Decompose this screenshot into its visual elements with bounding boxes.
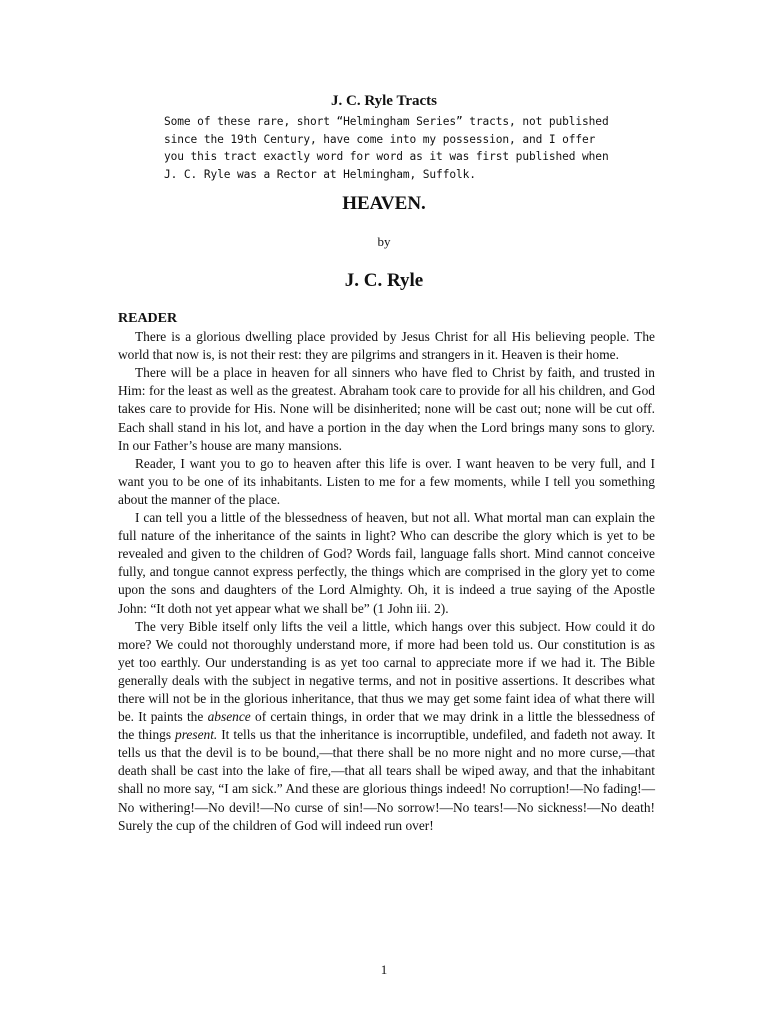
page-number: 1 [380,962,388,977]
paragraph-3: Reader, I want you to go to heaven after this life is over. I want heaven to be very full, and I want you to be one of its inhabitants. Listen to me for a few moments, while I tell you something about the manner of the place. [118,455,655,507]
paragraph-1: There is a glorious dwelling place provided by Jesus Christ for all His believing people. The world that now is, is not their rest: they are pilgrims and strangers in it. Heaven is their home. [118,329,655,363]
tract-body [118,310,655,835]
section-heading: READER [118,311,178,326]
series-title: J. C. Ryle Tracts [331,93,437,109]
paragraph-5-part-1: The very Bible itself only lifts the veil a little, which hangs over this subject. How could it do more? We could not thoroughly understand more, if more had been told us. Our constitution is as yet too earthly. Our understanding is as yet too carnal to appreciate more if we had it. The Bible generally deals with the subject in negative terms, and not in positive assertions. It describes what there will not be in the glorious inheritance, that thus we may get some faint idea of what there will be. It paints the [118,618,655,725]
paragraph-5-part-3: It tells us that the inheritance is incorruptible, undefiled, and fadeth not away. It tells us that the devil is to be bound,—that there shall be no more night and no more curse,—that death shall be cast into the lake of fire,—that all tears shall be wiped away, and that the inhabitant shall no more say, “I am sick.” And these are glorious things indeed! No corruption!—No fading!—No withering!—No devil!—No curse of sin!—No sorrow!—No tears!—No sickness!—No death! Surely the cup of the children of God will indeed run over! [118,727,656,833]
paragraph-4: I can tell you a little of the blessedness of heaven, but not all. What mortal man can explain the full nature of the inheritance of the saints in light? Who can describe the glory which is yet to be revealed and given to the children of God? Words fail, language falls short. Mind cannot conceive fully, and tongue cannot express perfectly, the things which are comprised in the glory yet to come upon the sons and daughters of the Lord Almighty. Oh, it is indeed a true saying of the Apostle John: “It doth not yet appear what we shall be” (1 John iii. 2). [118,510,655,616]
paragraph-2: There will be a place in heaven for all sinners who have fled to Christ by faith, and trusted in Him: for the least as well as the greatest. Abraham took care to provide for all his children, and God takes care to provide for His. None will be disinherited; none will be cast out; none will be cut off. Each shall stand in his lot, and have a portion in the day when the Lord brings many sons to glory. In our Father’s house are many mansions. [118,365,655,453]
author-name: J. C. Ryle [344,270,424,291]
paragraph-5-part-2: of certain things, in order that we may drink in a little the blessedness of the things [118,709,655,743]
emphasis-absence: absence [207,709,251,725]
byline: by [377,234,391,249]
paragraph-5 [118,618,655,835]
intro-note: Some of these rare, short “Helmingham Series” tracts, not published since the 19th Century, have come into my possession, and I offer you this tract exactly word for word as it was first published when J. C. Ryle was a Rector at Helmingham, Suffolk. [164,115,609,181]
emphasis-present: present. [175,727,218,743]
tract-title: HEAVEN. [342,193,426,214]
